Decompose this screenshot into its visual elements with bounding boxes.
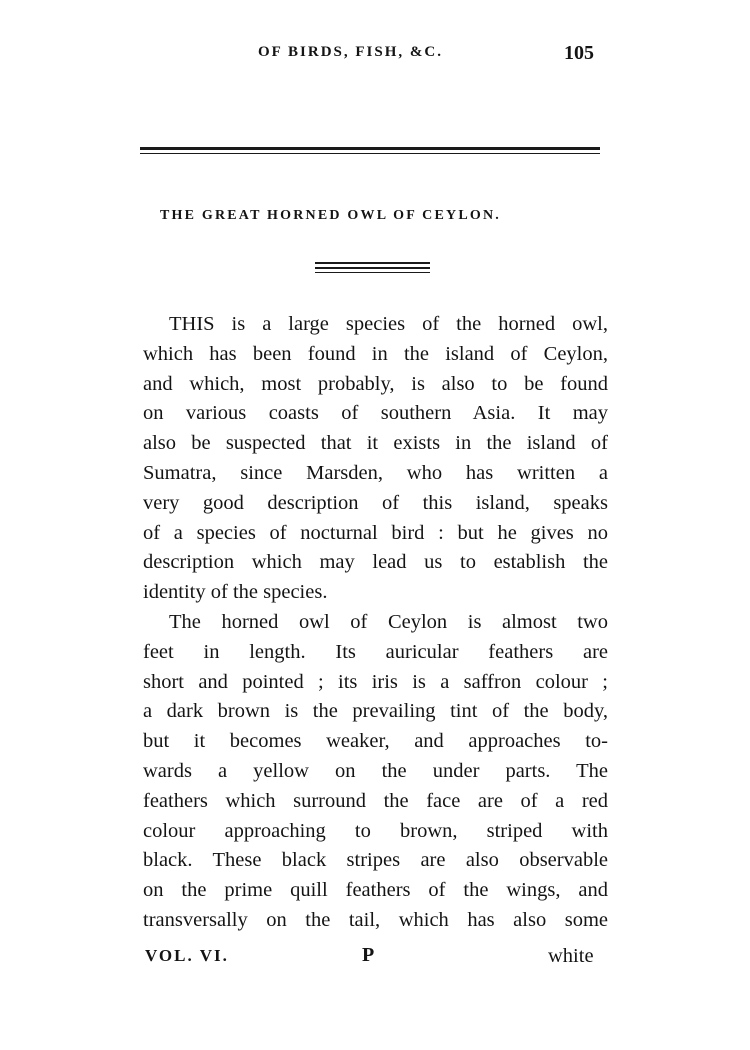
header-rule-thick bbox=[140, 147, 600, 150]
text-line: on the prime quill feathers of the wings, and bbox=[143, 879, 608, 902]
text-line: wards a yellow on the under parts. The bbox=[143, 759, 608, 782]
page-number: 105 bbox=[564, 42, 594, 64]
paragraph-1 bbox=[143, 310, 608, 608]
text-line: also be suspected that it exists in the island of bbox=[143, 432, 608, 455]
header-rule-thin bbox=[140, 153, 600, 154]
text-line: feet in length. Its auricular feathers are bbox=[143, 640, 608, 663]
volume-signature: VOL. VI. bbox=[145, 946, 229, 965]
ornament-line-2 bbox=[315, 267, 430, 269]
header-rule bbox=[140, 147, 600, 154]
ornament-line-1 bbox=[315, 262, 430, 264]
text-line: very good description of this island, speaks bbox=[143, 491, 608, 514]
catchword: white bbox=[548, 945, 594, 967]
text-line: and which, most probably, is also to be found bbox=[143, 372, 608, 395]
paragraph-2 bbox=[143, 608, 608, 936]
text-line: colour approaching to brown, striped with bbox=[143, 819, 608, 842]
text-line: but it becomes weaker, and approaches to- bbox=[143, 730, 608, 753]
chapter-title: THE GREAT HORNED OWL OF CEYLON. bbox=[160, 208, 501, 223]
body-text bbox=[143, 310, 608, 936]
text-line: on various coasts of southern Asia. It may bbox=[143, 402, 608, 425]
text-line: which has been found in the island of Ceylon, bbox=[143, 342, 608, 365]
title-ornament-rule bbox=[315, 262, 430, 273]
text-line: feathers which surround the face are of a red bbox=[143, 789, 608, 812]
signature-letter: P bbox=[362, 944, 375, 966]
text-line: black. These black stripes are also observable bbox=[143, 849, 608, 872]
text-line: identity of the species. bbox=[143, 581, 328, 604]
text-line: Sumatra, since Marsden, who has written a bbox=[143, 461, 608, 484]
text-line: description which may lead us to establish the bbox=[143, 551, 608, 574]
text-line: transversally on the tail, which has also some bbox=[143, 908, 608, 931]
text-line: THIS is a large species of the horned owl, bbox=[169, 313, 608, 335]
text-line: of a species of nocturnal bird : but he gives no bbox=[143, 521, 608, 544]
text-line: short and pointed ; its iris is a saffron colour ; bbox=[143, 670, 608, 693]
text-line: The horned owl of Ceylon is almost two bbox=[169, 610, 608, 633]
text-line: a dark brown is the prevailing tint of the body, bbox=[143, 700, 608, 723]
running-head: OF BIRDS, FISH, &C. bbox=[258, 44, 443, 60]
ornament-line-3 bbox=[315, 272, 430, 273]
